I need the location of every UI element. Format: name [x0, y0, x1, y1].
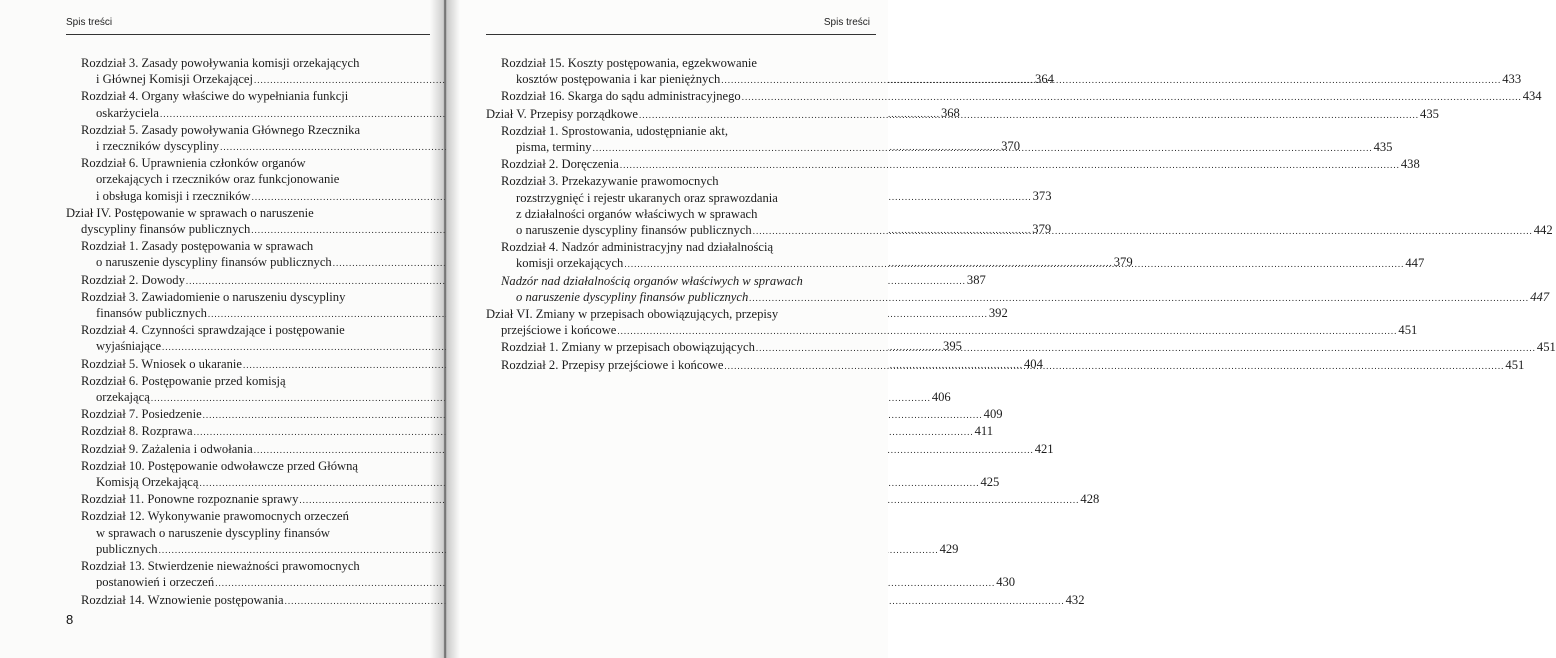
toc-page-number: 432	[1065, 592, 1085, 607]
toc-entry-title: publicznych	[96, 541, 158, 556]
toc-entry-title: orzekających i rzeczników oraz funkcjonowanie	[96, 172, 340, 187]
toc-page-number: 404	[1024, 356, 1043, 371]
toc-page-number: 379	[1032, 222, 1052, 237]
toc-entry-title: komisji orzekających	[516, 256, 624, 271]
toc-page-number: 387	[966, 272, 986, 287]
toc-entry-last-line	[66, 406, 1003, 423]
toc-leader-dots	[620, 160, 1400, 170]
toc-page-number: 425	[980, 475, 1000, 490]
toc-chapter-entry	[486, 88, 1542, 105]
toc-chapter-entry	[66, 508, 959, 558]
toc-leader-dots	[749, 293, 1529, 303]
toc-entry-title: finansów publicznych	[96, 306, 207, 321]
toc-chapter-entry	[66, 558, 1016, 591]
toc-entry-title: Rozdział 1. Zmiany w przepisach obowiązujących	[501, 340, 755, 355]
toc-page-number: 370	[1001, 139, 1020, 154]
toc-leader-dots	[593, 143, 1373, 153]
toc-entry-title: Rozdział 9. Zażalenia i odwołania	[81, 441, 253, 456]
toc-page-number: 409	[983, 407, 1003, 422]
toc-entry-title: oskarżyciela	[96, 105, 159, 120]
toc-entry-title: Rozdział 7. Posiedzenie	[81, 407, 202, 422]
toc-entry-title: Rozdział 2. Doręczenia	[501, 157, 619, 172]
toc-entry-last-line	[66, 574, 1016, 591]
toc-leader-dots	[753, 226, 1533, 236]
toc-entry-title: Dział V. Przepisy porządkowe	[486, 106, 639, 121]
toc-entry-title: z działalności organów właściwych w sprawach	[516, 206, 758, 221]
toc-entry-title: Rozdział 2. Dowody	[81, 272, 185, 287]
toc-entry-last-line	[66, 389, 951, 406]
toc-entry-title: Rozdział 1. Zasady postępowania w sprawach	[81, 239, 314, 254]
toc-leader-dots	[617, 326, 1397, 336]
toc-page-number: 451	[1505, 357, 1525, 372]
toc-entry-title: Rozdział 6. Uprawnienia członków organów	[81, 156, 306, 171]
toc-entry-title: Rozdział 10. Postępowanie odwoławcze przed Główną	[81, 458, 358, 473]
toc-page-number: 435	[1420, 106, 1439, 121]
toc-entry-title: i Głównej Komisji Orzekającej	[96, 72, 254, 87]
right-running-header: Spis treści	[823, 17, 870, 28]
toc-entry-title: Rozdział 11. Ponowne rozpoznanie sprawy	[81, 492, 299, 507]
toc-page-number: 447	[1405, 256, 1425, 271]
toc-entry-title: w sprawach o naruszenie dyscypliny finansów	[96, 525, 330, 540]
toc-chapter-entry	[66, 406, 1003, 423]
toc-entry-title: Rozdział 16. Skarga do sądu administracyjnego	[501, 89, 741, 104]
toc-entry-title: Rozdział 14. Wznowienie postępowania	[81, 592, 284, 607]
toc-chapter-entry	[66, 458, 1000, 491]
toc-entry-title: przejściowe i końcowe	[501, 323, 617, 338]
toc-entry-title: Dział IV. Postępowanie w sprawach o naruszenie	[66, 205, 314, 220]
toc-entry-last-line	[486, 289, 1550, 306]
toc-leader-dots	[721, 75, 1501, 85]
toc-leader-dots	[756, 343, 1536, 353]
toc-entry-title: Rozdział 4. Organy właściwe do wypełniania funkcji	[81, 89, 349, 104]
toc-entry-title: Rozdział 15. Koszty postępowania, egzekwowanie	[501, 56, 757, 70]
toc-page-number: 428	[1080, 492, 1100, 507]
toc-entry-last-line	[66, 474, 1000, 491]
left-header-rule	[66, 34, 430, 35]
toc-entry-title: Rozdział 13. Stwierdzenie nieważności prawomocnych	[81, 559, 360, 574]
toc-entry-title: i obsługa komisji i rzeczników	[96, 188, 251, 203]
toc-leader-dots	[724, 361, 1504, 371]
toc-entry-title: Komisją Orzekającą	[96, 475, 199, 490]
toc-entry-title: Dział VI. Zmiany w przepisach obowiązujących, przepisy	[486, 307, 779, 322]
toc-entry-title: postanowień i orzeczeń	[96, 575, 215, 590]
toc-entry-title: wyjaśniające	[96, 339, 162, 354]
toc-leader-dots	[624, 259, 1404, 269]
toc-entry-title: Rozdział 4. Nadzór administracyjny nad działalnością	[501, 240, 774, 255]
toc-page-number: 406	[931, 390, 951, 405]
toc-entry-title: dyscypliny finansów publicznych	[81, 222, 251, 237]
toc-entry-title: o naruszenie dyscypliny finansów publicznych	[516, 289, 749, 304]
toc-entry-title: o naruszenie dyscypliny finansów publicznych	[96, 255, 332, 270]
toc-entry-title: Rozdział 5. Zasady powoływania Głównego Rzecznika	[81, 122, 361, 137]
page-number: 8	[66, 612, 74, 627]
toc-entry-title: rozstrzygnięć i rejestr ukaranych oraz sprawozdania	[516, 190, 778, 205]
toc-entry-last-line	[66, 491, 1100, 508]
toc-chapter-entry	[66, 441, 1054, 458]
toc-page-number: 421	[1034, 441, 1054, 456]
toc-entry-title: o naruszenie dyscypliny finansów publicznych	[516, 223, 752, 238]
toc-page-number: 392	[988, 306, 1008, 321]
toc-entry-last-line	[486, 156, 1420, 173]
toc-entry-title: Rozdział 4. Czynności sprawdzające i postępowanie	[81, 323, 345, 338]
toc-entry-title: Rozdział 6. Postępowanie przed komisją	[81, 373, 286, 388]
toc-page-number: 364	[1035, 72, 1054, 87]
toc-entry-last-line	[66, 441, 1054, 458]
toc-entry-title: Rozdział 3. Zawiadomienie o naruszeniu dyscypliny	[81, 289, 346, 304]
toc-entry-last-line	[486, 322, 1418, 339]
toc-page-number: 395	[943, 339, 962, 354]
toc-page-number: 435	[1373, 140, 1393, 155]
toc-page-number: 430	[996, 575, 1016, 590]
toc-page-number: 438	[1400, 157, 1420, 172]
toc-page-number: 433	[1502, 72, 1522, 87]
toc-chapter-entry	[66, 491, 1100, 508]
toc-entry-title: pisma, terminy	[516, 140, 592, 155]
toc-entry-title: Rozdział 12. Wykonywanie prawomocnych orzeczeń	[81, 509, 349, 524]
toc-entry-title: i rzeczników dyscypliny	[96, 139, 220, 154]
toc-entry-last-line	[66, 541, 959, 558]
toc-chapter-entry	[486, 156, 1420, 173]
toc-chapter-entry	[66, 373, 951, 406]
toc-entry-title: orzekającą	[96, 390, 150, 405]
toc-page-number: 447	[1530, 289, 1550, 304]
toc-entry-title: kosztów postępowania i kar pieniężnych	[516, 72, 721, 87]
book-gutter	[430, 0, 460, 658]
toc-page-number: 411	[974, 424, 993, 439]
toc-page-number: 434	[1522, 89, 1542, 104]
toc-chapter-entry	[66, 592, 1085, 609]
toc-page-number: 451	[1536, 340, 1556, 355]
toc-entry-title: Rozdział 3. Przekazywanie prawomocnych	[501, 174, 719, 189]
toc-page-number: 429	[939, 541, 959, 556]
toc-entry-last-line	[66, 423, 993, 440]
toc-entry-last-line	[486, 88, 1542, 105]
toc-entry-title: Rozdział 1. Sprostowania, udostępnianie akt,	[501, 123, 728, 138]
toc-chapter-entry	[66, 423, 993, 440]
toc-page-number: 379	[1113, 255, 1133, 270]
toc-page-number: 451	[1398, 323, 1418, 338]
toc-page-number: 368	[940, 105, 960, 120]
toc-leader-dots	[742, 92, 1522, 102]
toc-page-number: 373	[1032, 188, 1052, 203]
toc-entry-title: Nadzór nad działalnością organów właściwych w sprawach	[501, 273, 803, 288]
left-running-header: Spis treści	[66, 17, 113, 28]
toc-entry-title: Rozdział 5. Wniosek o ukaranie	[81, 356, 242, 371]
right-header-rule	[486, 34, 876, 35]
toc-leader-dots	[639, 110, 1419, 120]
toc-page-number: 442	[1533, 223, 1553, 238]
toc-entry-title: Rozdział 8. Rozprawa	[81, 424, 193, 439]
toc-entry-title: Rozdział 3. Zasady powoływania komisji orzekających	[81, 56, 360, 70]
toc-entry-last-line	[66, 592, 1085, 609]
toc-entry-title: Rozdział 2. Przepisy przejściowe i końcowe	[501, 357, 724, 372]
